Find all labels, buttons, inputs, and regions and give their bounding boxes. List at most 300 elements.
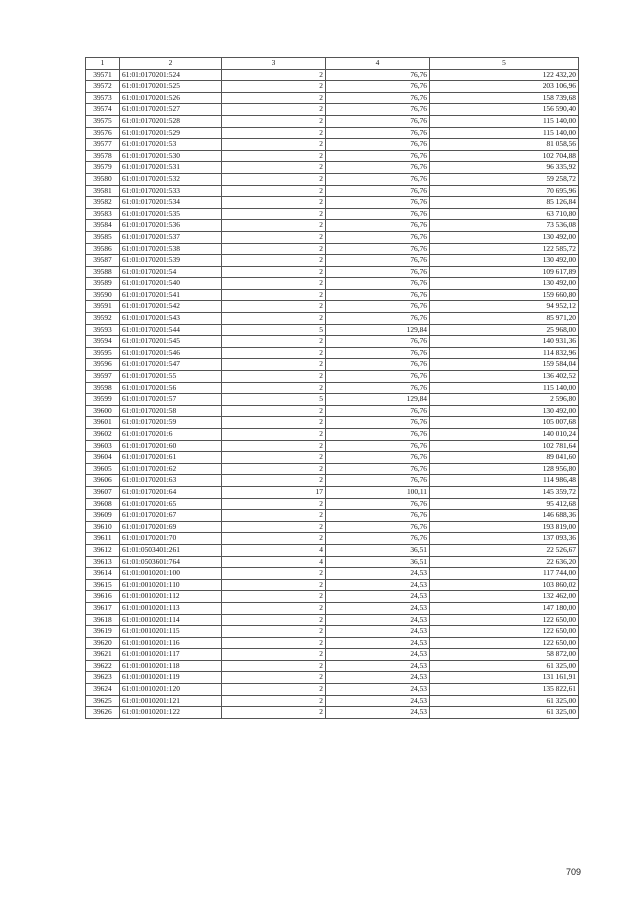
table-cell: 61:01:0170201:63 [120, 475, 222, 487]
table-row [86, 266, 579, 278]
table-row [86, 313, 579, 325]
table-cell: 203 106,96 [430, 81, 579, 93]
table-row [86, 521, 579, 533]
table-cell: 39607 [86, 486, 120, 498]
table-cell: 39576 [86, 127, 120, 139]
table-row [86, 452, 579, 464]
table-cell: 76,76 [326, 162, 430, 174]
table-cell: 132 462,00 [430, 591, 579, 603]
table-cell: 76,76 [326, 104, 430, 116]
table-row [86, 336, 579, 348]
table-row [86, 614, 579, 626]
table-cell: 39586 [86, 243, 120, 255]
table-row [86, 371, 579, 383]
table-cell: 117 744,00 [430, 568, 579, 580]
table-cell: 24,53 [326, 707, 430, 719]
table-cell: 39596 [86, 359, 120, 371]
table-row [86, 173, 579, 185]
table-cell: 156 590,40 [430, 104, 579, 116]
table-row [86, 568, 579, 580]
table-cell: 61:01:0170201:61 [120, 452, 222, 464]
table-cell: 76,76 [326, 69, 430, 81]
table-cell: 2 [222, 231, 326, 243]
table-cell: 2 [222, 452, 326, 464]
table-cell: 61:01:0010201:120 [120, 684, 222, 696]
table-row [86, 417, 579, 429]
table-cell: 115 140,00 [430, 127, 579, 139]
data-table [85, 57, 579, 719]
table-cell: 2 [222, 579, 326, 591]
table-row [86, 278, 579, 290]
table-cell: 39587 [86, 255, 120, 267]
table-cell: 39598 [86, 382, 120, 394]
table-cell: 76,76 [326, 173, 430, 185]
table-cell: 61:01:0170201:58 [120, 405, 222, 417]
table-cell: 39578 [86, 150, 120, 162]
table-cell: 61:01:0170201:530 [120, 150, 222, 162]
table-cell: 2 [222, 255, 326, 267]
table-cell: 76,76 [326, 278, 430, 290]
table-cell: 39577 [86, 139, 120, 151]
table-cell: 2 [222, 649, 326, 661]
table-cell: 76,76 [326, 220, 430, 232]
table-row [86, 382, 579, 394]
table-cell: 39599 [86, 394, 120, 406]
table-cell: 61:01:0010201:114 [120, 614, 222, 626]
table-row [86, 150, 579, 162]
table-cell: 94 952,12 [430, 301, 579, 313]
table-cell: 61:01:0010201:115 [120, 626, 222, 638]
table-cell: 39581 [86, 185, 120, 197]
table-cell: 61 325,00 [430, 707, 579, 719]
table-cell: 61:01:0170201:54 [120, 266, 222, 278]
table-cell: 61:01:0170201:537 [120, 231, 222, 243]
header-cell: 2 [120, 58, 222, 70]
table-cell: 76,76 [326, 475, 430, 487]
table-cell: 61 325,00 [430, 660, 579, 672]
table-cell: 76,76 [326, 208, 430, 220]
table-cell: 24,53 [326, 568, 430, 580]
table-cell: 39626 [86, 707, 120, 719]
table-cell: 76,76 [326, 115, 430, 127]
header-cell: 4 [326, 58, 430, 70]
table-cell: 76,76 [326, 382, 430, 394]
table-row [86, 440, 579, 452]
table-cell: 140 931,36 [430, 336, 579, 348]
table-cell: 2 [222, 173, 326, 185]
table-row [86, 672, 579, 684]
table-cell: 61:01:0170201:60 [120, 440, 222, 452]
table-row [86, 197, 579, 209]
table-row [86, 139, 579, 151]
table-cell: 2 [222, 405, 326, 417]
table-cell: 39602 [86, 429, 120, 441]
table-cell: 2 [222, 707, 326, 719]
table-cell: 85 126,84 [430, 197, 579, 209]
table-cell: 76,76 [326, 139, 430, 151]
table-cell: 61:01:0170201:59 [120, 417, 222, 429]
table-cell: 24,53 [326, 637, 430, 649]
table-cell: 76,76 [326, 243, 430, 255]
table-cell: 39597 [86, 371, 120, 383]
table-cell: 61:01:0170201:532 [120, 173, 222, 185]
table-cell: 61:01:0170201:528 [120, 115, 222, 127]
table-cell: 158 739,68 [430, 92, 579, 104]
table-cell: 24,53 [326, 672, 430, 684]
table-cell: 39579 [86, 162, 120, 174]
table-cell: 61:01:0170201:536 [120, 220, 222, 232]
table-cell: 61:01:0170201:539 [120, 255, 222, 267]
table-cell: 61:01:0170201:70 [120, 533, 222, 545]
table-cell: 61:01:0170201:69 [120, 521, 222, 533]
table-cell: 122 650,00 [430, 626, 579, 638]
table-cell: 39608 [86, 498, 120, 510]
table-cell: 39591 [86, 301, 120, 313]
table-row [86, 115, 579, 127]
table-cell: 24,53 [326, 626, 430, 638]
table-cell: 61:01:0170201:535 [120, 208, 222, 220]
table-cell: 76,76 [326, 347, 430, 359]
table-cell: 61:01:0170201:545 [120, 336, 222, 348]
table-cell: 24,53 [326, 579, 430, 591]
table-cell: 61:01:0170201:540 [120, 278, 222, 290]
table-cell: 2 [222, 614, 326, 626]
table-cell: 61:01:0010201:119 [120, 672, 222, 684]
table-cell: 61:01:0010201:121 [120, 695, 222, 707]
table-cell: 61:01:0170201:534 [120, 197, 222, 209]
table-row [86, 637, 579, 649]
table-cell: 2 [222, 243, 326, 255]
table-cell: 61:01:0170201:529 [120, 127, 222, 139]
header-row [86, 58, 579, 70]
table-cell: 2 [222, 115, 326, 127]
table-cell: 105 007,68 [430, 417, 579, 429]
table-cell: 102 781,64 [430, 440, 579, 452]
table-row [86, 544, 579, 556]
table-cell: 76,76 [326, 266, 430, 278]
table-cell: 39582 [86, 197, 120, 209]
table-cell: 102 704,88 [430, 150, 579, 162]
table-cell: 39614 [86, 568, 120, 580]
table-cell: 76,76 [326, 313, 430, 325]
table-cell: 114 986,48 [430, 475, 579, 487]
table-row [86, 649, 579, 661]
table-row [86, 92, 579, 104]
table-cell: 109 617,89 [430, 266, 579, 278]
table-cell: 76,76 [326, 440, 430, 452]
table-cell: 96 335,92 [430, 162, 579, 174]
table-row [86, 556, 579, 568]
table-row [86, 463, 579, 475]
table-row [86, 626, 579, 638]
table-cell: 24,53 [326, 660, 430, 672]
table-cell: 61:01:0170201:543 [120, 313, 222, 325]
table-cell: 2 [222, 139, 326, 151]
table-cell: 61:01:0170201:538 [120, 243, 222, 255]
table-cell: 36,51 [326, 556, 430, 568]
table-cell: 70 695,96 [430, 185, 579, 197]
table-cell: 2 [222, 417, 326, 429]
table-cell: 73 536,08 [430, 220, 579, 232]
table-cell: 39592 [86, 313, 120, 325]
table-cell: 39609 [86, 510, 120, 522]
table-cell: 24,53 [326, 614, 430, 626]
table-cell: 2 [222, 602, 326, 614]
table-cell: 39617 [86, 602, 120, 614]
table-row [86, 162, 579, 174]
table-cell: 122 650,00 [430, 614, 579, 626]
table-cell: 129,84 [326, 324, 430, 336]
table-cell: 145 359,72 [430, 486, 579, 498]
table-body [86, 69, 579, 718]
table-cell: 39573 [86, 92, 120, 104]
table-cell: 76,76 [326, 336, 430, 348]
table-cell: 61:01:0170201:6 [120, 429, 222, 441]
table-cell: 4 [222, 544, 326, 556]
table-cell: 22 526,67 [430, 544, 579, 556]
table-cell: 39606 [86, 475, 120, 487]
table-cell: 61:01:0503601:764 [120, 556, 222, 568]
table-cell: 130 492,00 [430, 278, 579, 290]
table-cell: 2 [222, 498, 326, 510]
table-cell: 2 [222, 591, 326, 603]
table-cell: 2 [222, 220, 326, 232]
table-cell: 2 [222, 429, 326, 441]
table-cell: 61 325,00 [430, 695, 579, 707]
table-row [86, 69, 579, 81]
header-cell: 1 [86, 58, 120, 70]
table-cell: 159 584,04 [430, 359, 579, 371]
table-cell: 76,76 [326, 371, 430, 383]
table-cell: 39594 [86, 336, 120, 348]
table-cell: 39625 [86, 695, 120, 707]
table-cell: 39610 [86, 521, 120, 533]
table-cell: 61:01:0170201:525 [120, 81, 222, 93]
table-cell: 61:01:0170201:62 [120, 463, 222, 475]
table-cell: 2 [222, 568, 326, 580]
table-cell: 146 688,36 [430, 510, 579, 522]
table-cell: 39622 [86, 660, 120, 672]
table-cell: 76,76 [326, 301, 430, 313]
table-row [86, 324, 579, 336]
table-cell: 61:01:0170201:55 [120, 371, 222, 383]
table-cell: 2 [222, 510, 326, 522]
table-cell: 76,76 [326, 81, 430, 93]
table-row [86, 220, 579, 232]
table-cell: 39595 [86, 347, 120, 359]
table-cell: 115 140,00 [430, 382, 579, 394]
table-row [86, 660, 579, 672]
table-cell: 39572 [86, 81, 120, 93]
table-cell: 39624 [86, 684, 120, 696]
table-cell: 61:01:0170201:57 [120, 394, 222, 406]
table-cell: 2 [222, 185, 326, 197]
table-cell: 76,76 [326, 533, 430, 545]
table-cell: 39585 [86, 231, 120, 243]
table-cell: 61:01:0170201:533 [120, 185, 222, 197]
table-cell: 61:01:0010201:100 [120, 568, 222, 580]
table-cell: 61:01:0170201:524 [120, 69, 222, 81]
table-cell: 61:01:0503401:261 [120, 544, 222, 556]
table-cell: 61:01:0010201:112 [120, 591, 222, 603]
table-row [86, 695, 579, 707]
table-cell: 122 585,72 [430, 243, 579, 255]
table-cell: 39590 [86, 289, 120, 301]
table-row [86, 81, 579, 93]
table-cell: 76,76 [326, 405, 430, 417]
table-cell: 39588 [86, 266, 120, 278]
table-cell: 39571 [86, 69, 120, 81]
table-cell: 2 [222, 162, 326, 174]
table-cell: 61:01:0010201:118 [120, 660, 222, 672]
table-cell: 76,76 [326, 452, 430, 464]
table-cell: 39621 [86, 649, 120, 661]
table-cell: 122 432,20 [430, 69, 579, 81]
table-cell: 193 819,00 [430, 521, 579, 533]
table-cell: 4 [222, 556, 326, 568]
table-row [86, 208, 579, 220]
table-row [86, 347, 579, 359]
table-cell: 130 492,00 [430, 231, 579, 243]
table-cell: 131 161,91 [430, 672, 579, 684]
table-cell: 61:01:0170201:547 [120, 359, 222, 371]
table-cell: 129,84 [326, 394, 430, 406]
header-cell: 5 [430, 58, 579, 70]
table-cell: 76,76 [326, 498, 430, 510]
table-cell: 2 [222, 347, 326, 359]
table-cell: 128 956,80 [430, 463, 579, 475]
table-cell: 61:01:0010201:122 [120, 707, 222, 719]
table-cell: 140 010,24 [430, 429, 579, 441]
table-cell: 39583 [86, 208, 120, 220]
table-cell: 61:01:0170201:56 [120, 382, 222, 394]
table-cell: 2 [222, 684, 326, 696]
table-cell: 2 [222, 382, 326, 394]
table-cell: 61:01:0010201:116 [120, 637, 222, 649]
table-cell: 61:01:0170201:65 [120, 498, 222, 510]
table-cell: 61:01:0170201:526 [120, 92, 222, 104]
table-row [86, 533, 579, 545]
table-cell: 24,53 [326, 695, 430, 707]
table-row [86, 243, 579, 255]
table-row [86, 255, 579, 267]
table-cell: 2 [222, 313, 326, 325]
table-cell: 100,11 [326, 486, 430, 498]
table-row [86, 289, 579, 301]
table-cell: 61:01:0170201:541 [120, 289, 222, 301]
table-cell: 24,53 [326, 591, 430, 603]
table-row [86, 405, 579, 417]
table-cell: 39601 [86, 417, 120, 429]
table-row [86, 475, 579, 487]
table-row [86, 127, 579, 139]
table-cell: 114 832,96 [430, 347, 579, 359]
table-cell: 137 093,36 [430, 533, 579, 545]
table-cell: 2 [222, 660, 326, 672]
table-cell: 61:01:0170201:546 [120, 347, 222, 359]
table-cell: 61:01:0170201:64 [120, 486, 222, 498]
table-cell: 61:01:0170201:542 [120, 301, 222, 313]
table-row [86, 498, 579, 510]
table-cell: 76,76 [326, 150, 430, 162]
table-cell: 76,76 [326, 289, 430, 301]
table-cell: 39580 [86, 173, 120, 185]
table-cell: 115 140,00 [430, 115, 579, 127]
table-cell: 2 [222, 695, 326, 707]
table-cell: 24,53 [326, 684, 430, 696]
table-cell: 85 971,20 [430, 313, 579, 325]
table-row [86, 510, 579, 522]
table-cell: 135 822,61 [430, 684, 579, 696]
table-cell: 39605 [86, 463, 120, 475]
table-cell: 61:01:0010201:110 [120, 579, 222, 591]
table-cell: 2 [222, 278, 326, 290]
table-cell: 2 [222, 359, 326, 371]
table-cell: 39613 [86, 556, 120, 568]
table-cell: 59 258,72 [430, 173, 579, 185]
table-cell: 76,76 [326, 255, 430, 267]
table-cell: 5 [222, 394, 326, 406]
table-cell: 89 041,60 [430, 452, 579, 464]
table-cell: 61:01:0010201:113 [120, 602, 222, 614]
table-row [86, 579, 579, 591]
table-row [86, 301, 579, 313]
table-cell: 61:01:0010201:117 [120, 649, 222, 661]
table-cell: 24,53 [326, 649, 430, 661]
table-cell: 2 [222, 104, 326, 116]
table-row [86, 185, 579, 197]
table-cell: 76,76 [326, 359, 430, 371]
table-cell: 61:01:0170201:531 [120, 162, 222, 174]
table-cell: 130 492,00 [430, 255, 579, 267]
table-cell: 2 [222, 208, 326, 220]
table-cell: 2 [222, 150, 326, 162]
table-cell: 2 [222, 289, 326, 301]
table-cell: 39604 [86, 452, 120, 464]
table-cell: 39623 [86, 672, 120, 684]
table-cell: 76,76 [326, 185, 430, 197]
table-cell: 2 [222, 533, 326, 545]
table-cell: 39618 [86, 614, 120, 626]
table-cell: 136 402,52 [430, 371, 579, 383]
table-row [86, 359, 579, 371]
table-cell: 36,51 [326, 544, 430, 556]
table-cell: 2 [222, 197, 326, 209]
page-number: 709 [566, 867, 582, 877]
table-cell: 95 412,68 [430, 498, 579, 510]
table-cell: 2 [222, 127, 326, 139]
table-cell: 39615 [86, 579, 120, 591]
table-cell: 61:01:0170201:527 [120, 104, 222, 116]
table-row [86, 231, 579, 243]
table-cell: 2 [222, 336, 326, 348]
table-cell: 2 [222, 81, 326, 93]
table-cell: 39612 [86, 544, 120, 556]
table-cell: 76,76 [326, 510, 430, 522]
table-cell: 39589 [86, 278, 120, 290]
table-cell: 39575 [86, 115, 120, 127]
table-row [86, 602, 579, 614]
table-cell: 2 [222, 626, 326, 638]
table-cell: 130 492,00 [430, 405, 579, 417]
table-cell: 2 [222, 463, 326, 475]
table-cell: 39584 [86, 220, 120, 232]
table-row [86, 707, 579, 719]
table-cell: 2 [222, 301, 326, 313]
table-cell: 22 636,20 [430, 556, 579, 568]
table-cell: 39593 [86, 324, 120, 336]
table-cell: 39620 [86, 637, 120, 649]
